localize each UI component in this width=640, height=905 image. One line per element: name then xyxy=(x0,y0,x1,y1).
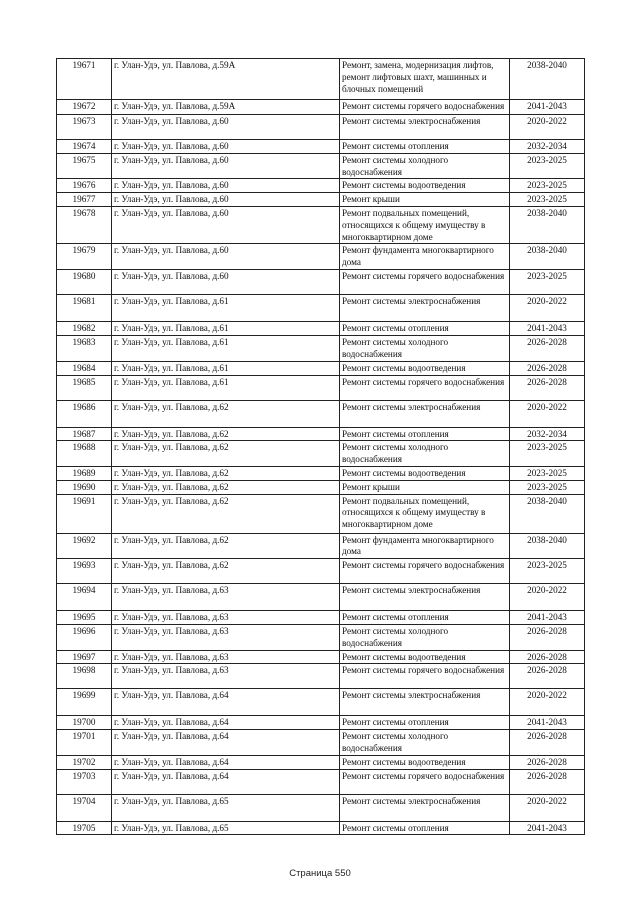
row-period: 2038-2040 xyxy=(510,533,585,559)
table-row xyxy=(57,59,585,100)
table-row xyxy=(57,794,585,821)
row-address: г. Улан-Удэ, ул. Павлова, д.62 xyxy=(112,494,340,533)
row-number: 19690 xyxy=(57,480,112,494)
row-address: г. Улан-Удэ, ул. Павлова, д.63 xyxy=(112,650,340,664)
row-period: 2020-2022 xyxy=(510,689,585,716)
table-row xyxy=(57,322,585,336)
row-address: г. Улан-Удэ, ул. Павлова, д.63 xyxy=(112,584,340,611)
table-row xyxy=(57,100,585,115)
row-work-type: Ремонт системы водоотведения xyxy=(340,179,510,193)
table-row xyxy=(57,664,585,689)
row-work-type: Ремонт системы холодного водоснабжения xyxy=(340,336,510,362)
row-period: 2020-2022 xyxy=(510,584,585,611)
row-address: г. Улан-Удэ, ул. Павлова, д.64 xyxy=(112,755,340,769)
row-address: г. Улан-Удэ, ул. Павлова, д.63 xyxy=(112,611,340,625)
row-work-type: Ремонт подвальных помещений, относящихся к общему имуществу в многоквартирном доме xyxy=(340,206,510,243)
row-period: 2023-2025 xyxy=(510,466,585,480)
row-period: 2020-2022 xyxy=(510,794,585,821)
row-period: 2026-2028 xyxy=(510,664,585,689)
row-number: 19691 xyxy=(57,494,112,533)
row-address: г. Улан-Удэ, ул. Павлова, д.61 xyxy=(112,336,340,362)
row-work-type: Ремонт системы холодного водоснабжения xyxy=(340,153,510,179)
table-row xyxy=(57,559,585,584)
row-work-type: Ремонт крыши xyxy=(340,193,510,207)
row-work-type: Ремонт системы электроснабжения xyxy=(340,115,510,140)
row-period: 2038-2040 xyxy=(510,494,585,533)
row-period: 2032-2034 xyxy=(510,427,585,441)
row-period: 2020-2022 xyxy=(510,295,585,322)
row-number: 19698 xyxy=(57,664,112,689)
repair-schedule-table xyxy=(56,58,585,835)
table-row xyxy=(57,400,585,427)
row-address: г. Улан-Удэ, ул. Павлова, д.60 xyxy=(112,140,340,154)
table-row xyxy=(57,179,585,193)
table-row xyxy=(57,494,585,533)
row-work-type: Ремонт крыши xyxy=(340,480,510,494)
row-work-type: Ремонт системы горячего водоснабжения xyxy=(340,100,510,115)
row-address: г. Улан-Удэ, ул. Павлова, д.62 xyxy=(112,466,340,480)
table-row xyxy=(57,193,585,207)
row-address: г. Улан-Удэ, ул. Павлова, д.61 xyxy=(112,322,340,336)
row-work-type: Ремонт системы отопления xyxy=(340,322,510,336)
table-row xyxy=(57,611,585,625)
row-address: г. Улан-Удэ, ул. Павлова, д.61 xyxy=(112,361,340,375)
table-row xyxy=(57,769,585,794)
row-number: 19684 xyxy=(57,361,112,375)
row-number: 19693 xyxy=(57,559,112,584)
table-row xyxy=(57,730,585,756)
row-number: 19692 xyxy=(57,533,112,559)
row-number: 19696 xyxy=(57,624,112,650)
table-row xyxy=(57,140,585,154)
table-row xyxy=(57,336,585,362)
row-number: 19703 xyxy=(57,769,112,794)
row-address: г. Улан-Удэ, ул. Павлова, д.60 xyxy=(112,270,340,295)
row-number: 19689 xyxy=(57,466,112,480)
row-work-type: Ремонт системы холодного водоснабжения xyxy=(340,730,510,756)
row-address: г. Улан-Удэ, ул. Павлова, д.60 xyxy=(112,115,340,140)
row-period: 2041-2043 xyxy=(510,322,585,336)
row-address: г. Улан-Удэ, ул. Павлова, д.64 xyxy=(112,716,340,730)
row-address: г. Улан-Удэ, ул. Павлова, д.64 xyxy=(112,689,340,716)
row-address: г. Улан-Удэ, ул. Павлова, д.62 xyxy=(112,400,340,427)
row-number: 19687 xyxy=(57,427,112,441)
row-address: г. Улан-Удэ, ул. Павлова, д.59А xyxy=(112,100,340,115)
row-address: г. Улан-Удэ, ул. Павлова, д.61 xyxy=(112,295,340,322)
table-row xyxy=(57,244,585,270)
row-work-type: Ремонт системы отопления xyxy=(340,427,510,441)
row-number: 19697 xyxy=(57,650,112,664)
table-row xyxy=(57,650,585,664)
row-period: 2041-2043 xyxy=(510,100,585,115)
row-address: г. Улан-Удэ, ул. Павлова, д.64 xyxy=(112,769,340,794)
page-number: Страница 550 xyxy=(289,868,351,879)
row-work-type: Ремонт системы водоотведения xyxy=(340,755,510,769)
row-period: 2026-2028 xyxy=(510,755,585,769)
row-period: 2041-2043 xyxy=(510,611,585,625)
row-number: 19675 xyxy=(57,153,112,179)
row-address: г. Улан-Удэ, ул. Павлова, д.65 xyxy=(112,821,340,835)
row-number: 19680 xyxy=(57,270,112,295)
row-number: 19694 xyxy=(57,584,112,611)
row-number: 19681 xyxy=(57,295,112,322)
row-address: г. Улан-Удэ, ул. Павлова, д.60 xyxy=(112,179,340,193)
row-address: г. Улан-Удэ, ул. Павлова, д.60 xyxy=(112,193,340,207)
row-period: 2026-2028 xyxy=(510,769,585,794)
table-row xyxy=(57,115,585,140)
table-row xyxy=(57,716,585,730)
row-number: 19671 xyxy=(57,59,112,100)
row-number: 19672 xyxy=(57,100,112,115)
row-work-type: Ремонт системы горячего водоснабжения xyxy=(340,559,510,584)
row-period: 2020-2022 xyxy=(510,400,585,427)
row-work-type: Ремонт системы электроснабжения xyxy=(340,689,510,716)
row-period: 2026-2028 xyxy=(510,375,585,400)
row-work-type: Ремонт системы холодного водоснабжения xyxy=(340,624,510,650)
table-row xyxy=(57,153,585,179)
row-address: г. Улан-Удэ, ул. Павлова, д.62 xyxy=(112,441,340,467)
table-row xyxy=(57,584,585,611)
row-address: г. Улан-Удэ, ул. Павлова, д.62 xyxy=(112,559,340,584)
table-row xyxy=(57,295,585,322)
row-address: г. Улан-Удэ, ул. Павлова, д.63 xyxy=(112,664,340,689)
row-address: г. Улан-Удэ, ул. Павлова, д.61 xyxy=(112,375,340,400)
table-body xyxy=(57,59,585,835)
row-period: 2041-2043 xyxy=(510,716,585,730)
row-period: 2038-2040 xyxy=(510,206,585,243)
row-number: 19686 xyxy=(57,400,112,427)
table-row xyxy=(57,206,585,243)
table-row xyxy=(57,624,585,650)
row-work-type: Ремонт системы горячего водоснабжения xyxy=(340,270,510,295)
row-work-type: Ремонт системы отопления xyxy=(340,140,510,154)
row-number: 19700 xyxy=(57,716,112,730)
row-period: 2023-2025 xyxy=(510,179,585,193)
row-number: 19677 xyxy=(57,193,112,207)
row-number: 19695 xyxy=(57,611,112,625)
row-number: 19674 xyxy=(57,140,112,154)
row-work-type: Ремонт системы электроснабжения xyxy=(340,295,510,322)
row-period: 2023-2025 xyxy=(510,193,585,207)
row-period: 2023-2025 xyxy=(510,480,585,494)
row-work-type: Ремонт системы горячего водоснабжения xyxy=(340,375,510,400)
table-row xyxy=(57,270,585,295)
row-work-type: Ремонт системы электроснабжения xyxy=(340,400,510,427)
row-address: г. Улан-Удэ, ул. Павлова, д.62 xyxy=(112,427,340,441)
row-period: 2026-2028 xyxy=(510,650,585,664)
row-work-type: Ремонт системы горячего водоснабжения xyxy=(340,664,510,689)
row-number: 19699 xyxy=(57,689,112,716)
row-work-type: Ремонт системы электроснабжения xyxy=(340,794,510,821)
row-period: 2038-2040 xyxy=(510,59,585,100)
row-address: г. Улан-Удэ, ул. Павлова, д.62 xyxy=(112,480,340,494)
table-row xyxy=(57,441,585,467)
row-work-type: Ремонт системы холодного водоснабжения xyxy=(340,441,510,467)
row-period: 2023-2025 xyxy=(510,441,585,467)
row-number: 19688 xyxy=(57,441,112,467)
table-row xyxy=(57,755,585,769)
row-number: 19683 xyxy=(57,336,112,362)
row-work-type: Ремонт системы горячего водоснабжения xyxy=(340,769,510,794)
row-period: 2026-2028 xyxy=(510,361,585,375)
row-period: 2041-2043 xyxy=(510,821,585,835)
row-period: 2032-2034 xyxy=(510,140,585,154)
row-work-type: Ремонт системы водоотведения xyxy=(340,650,510,664)
row-period: 2023-2025 xyxy=(510,153,585,179)
row-address: г. Улан-Удэ, ул. Павлова, д.63 xyxy=(112,624,340,650)
row-number: 19682 xyxy=(57,322,112,336)
row-period: 2023-2025 xyxy=(510,559,585,584)
table-row xyxy=(57,361,585,375)
row-work-type: Ремонт системы водоотведения xyxy=(340,466,510,480)
row-period: 2026-2028 xyxy=(510,730,585,756)
row-work-type: Ремонт фундамента многоквартирного дома xyxy=(340,244,510,270)
row-number: 19702 xyxy=(57,755,112,769)
row-number: 19679 xyxy=(57,244,112,270)
row-number: 19705 xyxy=(57,821,112,835)
row-number: 19704 xyxy=(57,794,112,821)
row-work-type: Ремонт фундамента многоквартирного дома xyxy=(340,533,510,559)
row-work-type: Ремонт системы отопления xyxy=(340,821,510,835)
row-address: г. Улан-Удэ, ул. Павлова, д.60 xyxy=(112,244,340,270)
row-number: 19701 xyxy=(57,730,112,756)
row-work-type: Ремонт подвальных помещений, относящихся к общему имуществу в многоквартирном доме xyxy=(340,494,510,533)
row-address: г. Улан-Удэ, ул. Павлова, д.60 xyxy=(112,206,340,243)
row-period: 2026-2028 xyxy=(510,624,585,650)
table-row xyxy=(57,466,585,480)
table-row xyxy=(57,480,585,494)
table-row xyxy=(57,427,585,441)
row-work-type: Ремонт системы отопления xyxy=(340,716,510,730)
row-period: 2026-2028 xyxy=(510,336,585,362)
row-address: г. Улан-Удэ, ул. Павлова, д.64 xyxy=(112,730,340,756)
row-number: 19678 xyxy=(57,206,112,243)
row-period: 2038-2040 xyxy=(510,244,585,270)
row-period: 2020-2022 xyxy=(510,115,585,140)
table-row xyxy=(57,821,585,835)
table-row xyxy=(57,689,585,716)
row-number: 19676 xyxy=(57,179,112,193)
row-work-type: Ремонт системы отопления xyxy=(340,611,510,625)
row-work-type: Ремонт системы водоотведения xyxy=(340,361,510,375)
row-number: 19685 xyxy=(57,375,112,400)
row-work-type: Ремонт системы электроснабжения xyxy=(340,584,510,611)
row-work-type: Ремонт, замена, модернизация лифтов, ремонт лифтовых шахт, машинных и блочных помещений xyxy=(340,59,510,100)
table-row xyxy=(57,375,585,400)
row-period: 2023-2025 xyxy=(510,270,585,295)
row-address: г. Улан-Удэ, ул. Павлова, д.65 xyxy=(112,794,340,821)
row-address: г. Улан-Удэ, ул. Павлова, д.62 xyxy=(112,533,340,559)
row-address: г. Улан-Удэ, ул. Павлова, д.59А xyxy=(112,59,340,100)
row-address: г. Улан-Удэ, ул. Павлова, д.60 xyxy=(112,153,340,179)
table-row xyxy=(57,533,585,559)
row-number: 19673 xyxy=(57,115,112,140)
